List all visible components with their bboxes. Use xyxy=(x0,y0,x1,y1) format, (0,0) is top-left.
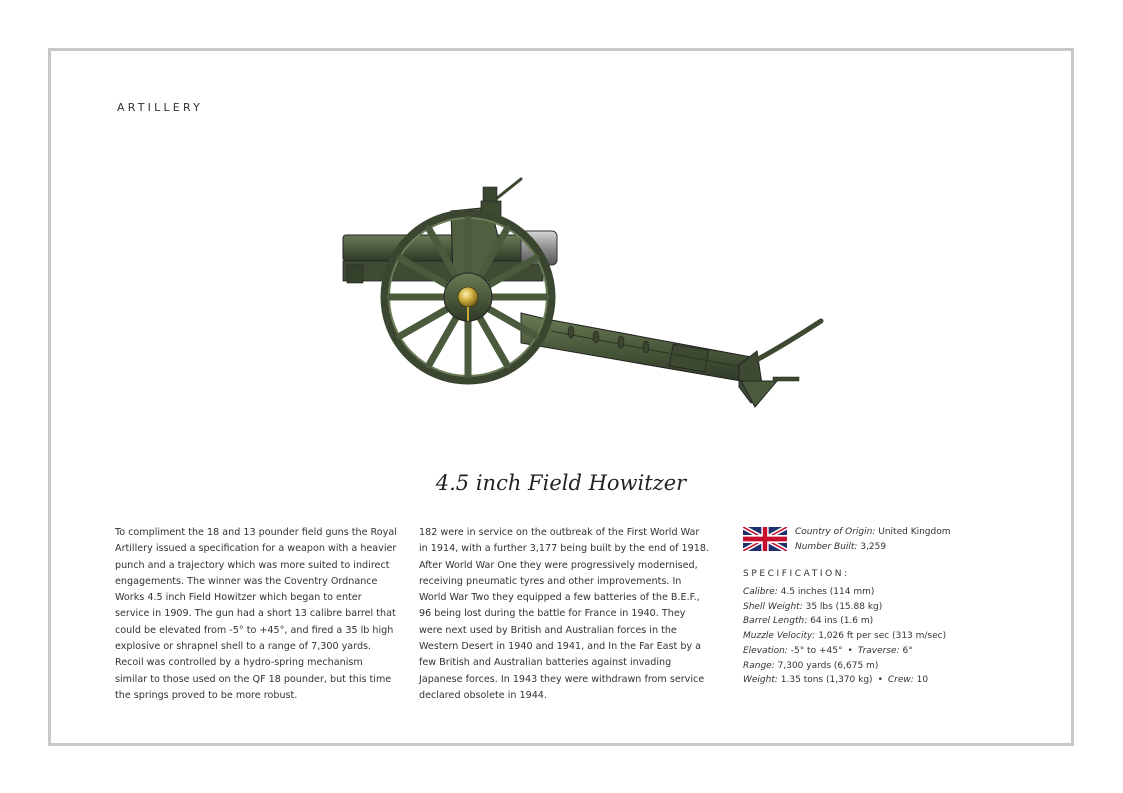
country-of-origin xyxy=(795,525,951,540)
spec-shell-weight xyxy=(743,600,946,615)
spec-range xyxy=(743,659,946,674)
spec-calibre-label: Calibre: xyxy=(743,587,778,597)
spec-separator: • xyxy=(877,675,883,686)
trail xyxy=(521,313,821,407)
specification-heading: SPECIFICATION: xyxy=(743,569,850,579)
specification-list xyxy=(743,585,946,688)
spec-elevation-value: -5° to +45° xyxy=(790,645,843,656)
spec-shell-label: Shell Weight: xyxy=(743,601,803,612)
number-built xyxy=(795,540,951,555)
spec-barrel-value: 64 ins (1.6 m) xyxy=(810,616,874,627)
spec-elevation-label: Elevation: xyxy=(743,645,788,656)
country-value: United Kingdom xyxy=(878,527,951,537)
spec-calibre xyxy=(743,585,946,600)
spec-elevation-traverse xyxy=(743,644,946,659)
spec-traverse-value: 6° xyxy=(902,645,913,656)
spec-velocity-value: 1,026 ft per sec (313 m/sec) xyxy=(818,631,947,642)
spec-range-value: 7,300 yards (6,675 m) xyxy=(777,660,879,671)
spec-barrel-label: Barrel Length: xyxy=(743,616,808,627)
category-label: ARTILLERY xyxy=(117,101,203,114)
built-value: 3,259 xyxy=(860,542,887,552)
weapon-title: 4.5 inch Field Howitzer xyxy=(435,471,687,495)
country-label: Country of Origin: xyxy=(795,527,876,537)
spec-traverse-label: Traverse: xyxy=(857,645,900,656)
union-jack-flag-icon xyxy=(743,527,787,551)
description-column-2: 182 were in service on the outbreak of the First World War in 1914, with a further 3,177 being built by the end of 1918. After World War One they were progressively modernised, receiving pneumatic tyres and other improvements. In World War Two they equipped a few batteries of the B.E.F., 96 being lost during the battle for France in 1940. They were next used by British and Australian forces in the Western Desert in 1940 and 1941, and In the Far East by a few British and Australian batteries against invading Japanese forces. In 1943 they were withdrawn from service declared obsolete in 1944. xyxy=(419,527,709,701)
wheel xyxy=(385,214,551,380)
spec-crew-label: Crew: xyxy=(887,675,914,686)
spec-muzzle-velocity xyxy=(743,629,946,644)
print-frame xyxy=(48,48,1074,746)
spec-crew-value: 10 xyxy=(916,675,929,686)
spec-velocity-label: Muzzle Velocity: xyxy=(743,631,816,642)
field-howitzer-illustration xyxy=(51,51,1071,451)
built-label: Number Built: xyxy=(795,542,858,552)
spec-weight-value: 1.35 tons (1,370 kg) xyxy=(780,675,873,686)
spec-barrel-length xyxy=(743,614,946,629)
spec-separator: • xyxy=(847,645,853,656)
description-column-1: To compliment the 18 and 13 pounder field guns the Royal Artillery issued a specification for a weapon with a heavier punch and a trajectory which was more suited to indirect engagements. The winner was the Coventry Ordnance Works 4.5 inch Field Howitzer which began to enter service in 1909. The gun had a short 13 calibre barrel that could be elevated from -5° to +45°, and fired a 35 lb high explosive or shrapnel shell to a range of 7,300 yards. Recoil was controlled by a hydro-spring mechanism similar to those used on the QF 18 pounder, but this time the springs proved to be more robust. xyxy=(115,527,397,701)
spec-weight-crew xyxy=(743,673,946,688)
spec-range-label: Range: xyxy=(743,660,775,671)
spec-shell-value: 35 lbs (15.88 kg) xyxy=(805,601,883,612)
spec-weight-label: Weight: xyxy=(743,675,778,686)
origin-info xyxy=(795,525,951,555)
spec-calibre-value: 4.5 inches (114 mm) xyxy=(780,587,875,597)
